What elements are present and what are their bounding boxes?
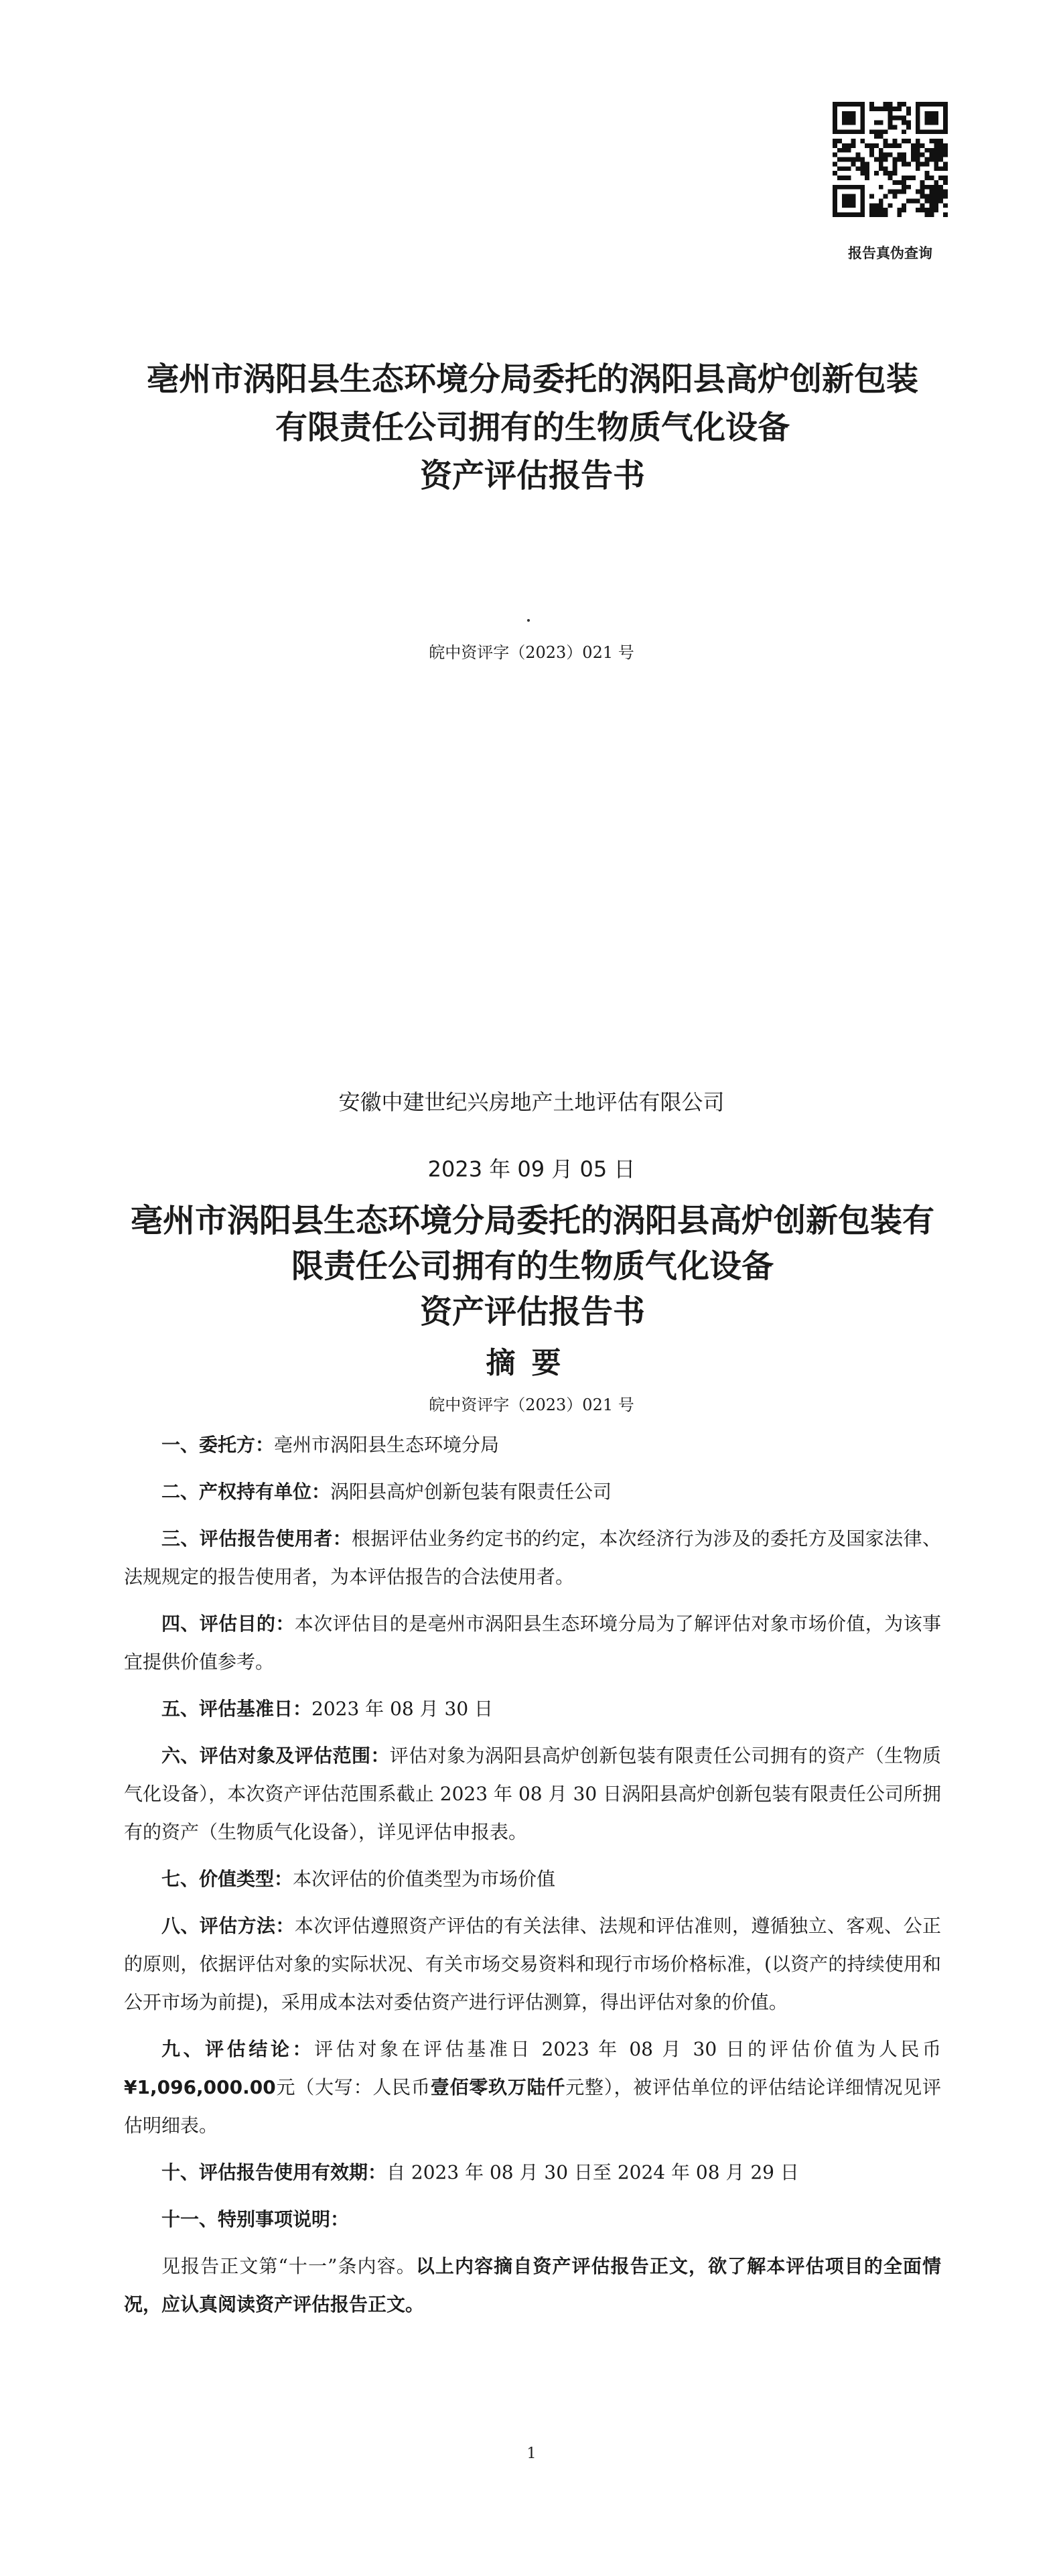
summary-item xyxy=(124,1690,941,1728)
closing-paragraph xyxy=(124,2247,941,2323)
company-name: 安徽中建世纪兴房地产土地评估有限公司 xyxy=(338,1089,725,1115)
cover-title-line: 亳州市涡阳县生态环境分局委托的涡阳县高炉创新包装 xyxy=(146,360,918,398)
item-label: 四、评估目的： xyxy=(161,1613,295,1635)
item-text: 亳州市涡阳县生态环境分局 xyxy=(274,1434,500,1456)
summary-report-number: 皖中资评字（2023）021 号 xyxy=(429,1396,634,1414)
summary-item xyxy=(124,1907,941,2021)
item-text: 本次评估遵照资产评估的有关法律、法规和评估准则，遵循独立、客观、公正的原则，依据评估对象的实际状况、有关市场交易资料和现行市场价格标准，(以资产的持续使用和公开市场为前提)，采用成本法对委估资产进行评估测算，得出评估对象的价值。 xyxy=(124,1915,941,2013)
item-text: 本次评估目的是亳州市涡阳县生态环境分局为了解评估对象市场价值，为该事宜提供价值参考。 xyxy=(124,1613,941,1673)
summary-title-line: 亳州市涡阳县生态环境分局委托的涡阳县高炉创新包装有 xyxy=(130,1202,934,1239)
closing-bold-text: 以上内容摘自资产评估报告正文，欲了解本评估项目的全面情况，应认真阅读资产评估报告正文。 xyxy=(124,2255,941,2315)
item-label: 二、产权持有单位： xyxy=(161,1481,331,1503)
qr-code-icon[interactable] xyxy=(833,102,948,217)
cover-report-number: 皖中资评字（2023）021 号 xyxy=(429,643,634,662)
conclusion-item xyxy=(124,2030,941,2145)
conclusion-amount-words: 壹佰零玖万陆仟 xyxy=(430,2076,566,2098)
item-label: 七、价值类型： xyxy=(161,1868,293,1890)
cover-title-line: 有限责任公司拥有的生物质气化设备 xyxy=(275,409,790,446)
item-label: 八、评估方法： xyxy=(161,1915,295,1937)
conclusion-text: 元整），被评估单位的评估结论详细情况见评估明细表。 xyxy=(124,2076,941,2137)
cover-title-line: 资产评估报告书 xyxy=(419,457,645,494)
conclusion-text: 元（大写：人民币 xyxy=(275,2076,431,2098)
abstract-heading: 摘要 xyxy=(486,1346,577,1380)
validity-text: 自 2023 年 08 月 30 日至 2024 年 08 月 29 日 xyxy=(386,2161,799,2183)
item-label: 五、评估基准日： xyxy=(161,1698,312,1720)
summary-title-line: 资产评估报告书 xyxy=(419,1293,645,1331)
summary-title-line: 限责任公司拥有的生物质气化设备 xyxy=(291,1247,774,1285)
summary-item xyxy=(124,1519,941,1596)
item-text: 根据评估业务约定书的约定，本次经济行为涉及的委托方及国家法律、法规规定的报告使用者，为本评估报告的合法使用者。 xyxy=(124,1528,941,1588)
summary-item xyxy=(124,1860,941,1898)
special-item xyxy=(124,2200,941,2238)
item-label: 六、评估对象及评估范围： xyxy=(161,1745,390,1767)
page-number: 1 xyxy=(526,2445,537,2462)
validity-item xyxy=(124,2153,941,2191)
summary-item xyxy=(124,1426,941,1464)
item-text: 本次评估的价值类型为市场价值 xyxy=(293,1868,556,1890)
special-label: 十一、特别事项说明： xyxy=(161,2208,350,2230)
summary-item xyxy=(124,1473,941,1511)
cover-title xyxy=(100,355,965,500)
summary-item xyxy=(124,1605,941,1681)
item-label: 三、评估报告使用者： xyxy=(161,1528,352,1550)
qr-code-graphic xyxy=(833,102,948,217)
validity-label: 十、评估报告使用有效期： xyxy=(161,2161,387,2183)
summary-item xyxy=(124,1737,941,1851)
stray-dot xyxy=(527,619,530,622)
item-label: 一、委托方： xyxy=(161,1434,275,1456)
conclusion-amount: ¥1,096,000.00 xyxy=(124,2076,276,2098)
conclusion-text: 评估对象在评估基准日 2023 年 08 月 30 日的评估价值为人民币 xyxy=(314,2038,941,2060)
report-date: 2023 年 09 月 05 日 xyxy=(427,1156,636,1182)
summary-title xyxy=(100,1198,965,1335)
item-text: 评估对象为涡阳县高炉创新包装有限责任公司拥有的资产（生物质气化设备），本次资产评估范围系截止 2023 年 08 月 30 日涡阳县高炉创新包装有限责任公司所拥有的资产（生物质气化设备），详见评估申报表。 xyxy=(124,1745,941,1843)
qr-caption: 报告真伪查询 xyxy=(848,245,932,261)
item-text: 涡阳县高炉创新包装有限责任公司 xyxy=(330,1481,612,1503)
closing-text: 见报告正文第“十一”条内容。 xyxy=(161,2255,416,2277)
item-text: 2023 年 08 月 30 日 xyxy=(311,1698,494,1720)
summary-body xyxy=(124,1426,941,2332)
conclusion-label: 九、评估结论： xyxy=(161,2038,315,2060)
